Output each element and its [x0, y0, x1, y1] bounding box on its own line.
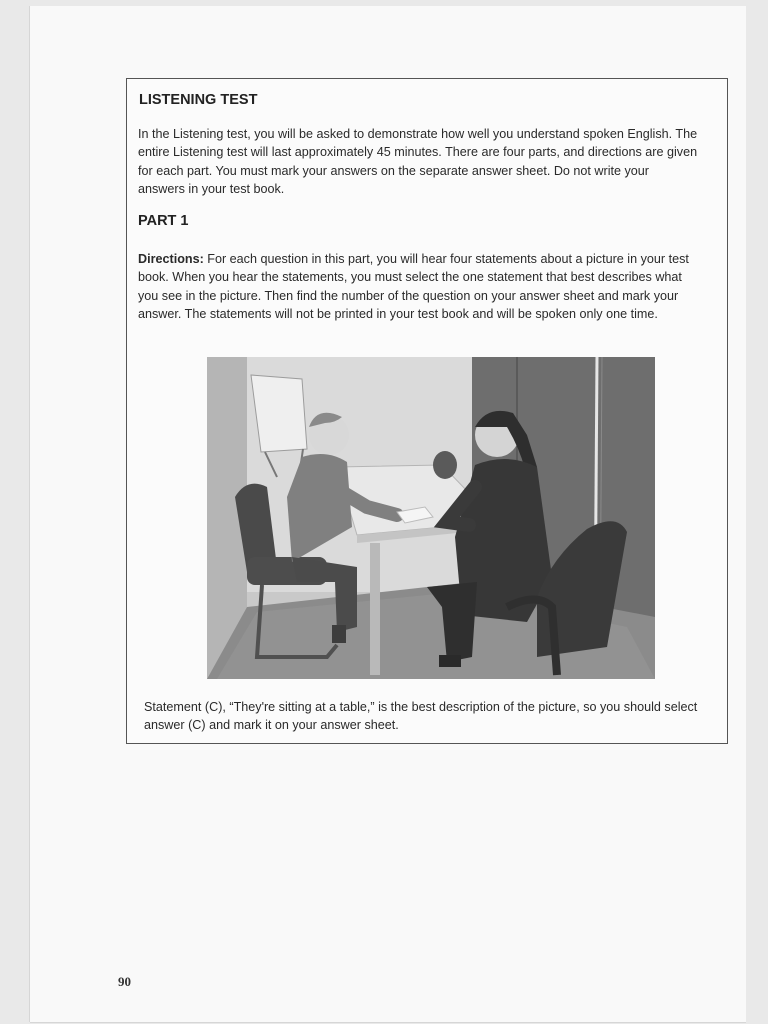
photo-illustration: [207, 357, 655, 679]
example-statement: Statement (C), “They're sitting at a table,” is the best description of the picture, so you should select answer (C) and mark it on your answer sheet.: [144, 700, 698, 733]
page-sheet: [30, 6, 746, 1022]
directions-label: Directions:: [138, 252, 204, 266]
directions-paragraph: [138, 250, 704, 323]
listening-test-box: [126, 78, 728, 744]
page-number: 90: [118, 974, 131, 989]
directions-text: For each question in this part, you will hear four statements about a picture in your test book. When you hear the statements, you must select the one statement that best describes what you see in the picture. Then find the number of the question on your answer sheet and mark your answer. The statements will not be printed in your test book and will be spoken only one time.: [138, 252, 689, 321]
example-photo: [207, 357, 655, 679]
intro-paragraph: In the Listening test, you will be asked to demonstrate how well you understand spoken English. The entire Listening test will last approximately 45 minutes. There are four parts, and directions are given for each part. You must mark your answers on the separate answer sheet. Do not write your answers in your test book.: [138, 127, 698, 196]
part-title: PART 1: [138, 213, 189, 229]
section-title: LISTENING TEST: [139, 92, 258, 108]
